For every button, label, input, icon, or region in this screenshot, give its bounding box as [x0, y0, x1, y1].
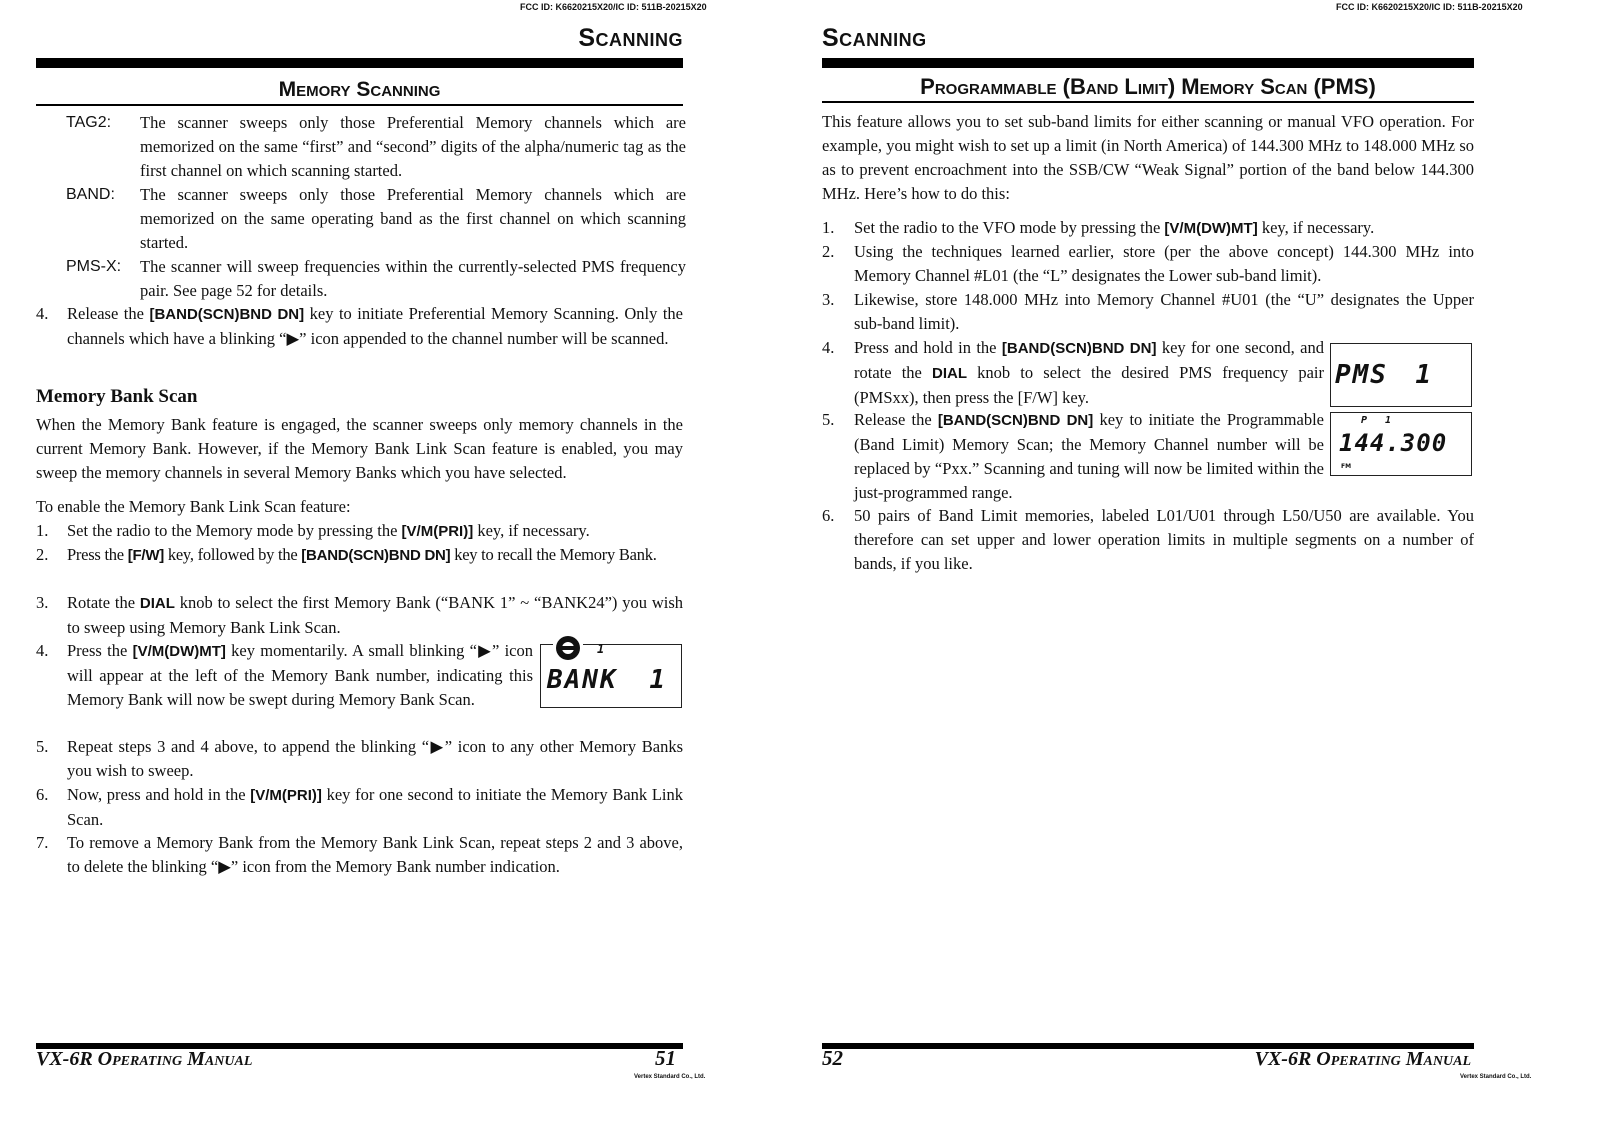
tag-item [66, 111, 686, 183]
list-item [36, 519, 683, 543]
list-item [36, 302, 683, 374]
step-text: 50 pairs of Band Limit memories, labeled L01/U01 through L50/U50 are available. You therefore can set upper and lower operation limits in multiple segments on a number of bands, if you like. [854, 506, 1474, 573]
subsection-title: Programmable (Band Limit) Memory Scan (PMS) [920, 74, 1376, 99]
step-number: 4. [36, 304, 49, 323]
footer-title: VX-6R Operating Manual [36, 1048, 253, 1070]
step-text: To remove a Memory Bank from the Memory Bank Link Scan, repeat steps 2 and 3 above, to delete the blinking “▶” icon from the Memory Bank number indication. [67, 833, 683, 876]
tag-description: The scanner will sweep frequencies within the currently-selected PMS frequency pair. See page 52 for details. [140, 257, 686, 300]
section-rule [36, 58, 683, 68]
list-item [822, 504, 1474, 576]
step-number: 3. [36, 593, 49, 612]
memory-bank-heading: Memory Bank Scan [36, 386, 198, 407]
footer-title: VX-6R Operating Manual [1254, 1048, 1471, 1070]
section-title: Scanning [822, 24, 927, 52]
tag-description: The scanner sweeps only those Preferential Memory channels which are memorized on the same operating band as the first channel on which scanning started. [140, 185, 686, 252]
fcc-id: FCC ID: K6620215X20/IC ID: 511B-20215X20 [520, 2, 707, 12]
list-item [36, 591, 683, 639]
subsection-title: Memory Scanning [278, 78, 441, 101]
step-text: Now, press and hold in the [V/M(PRI)] key for one second to initiate the Memory Bank Link Scan. [67, 785, 683, 829]
vendor-name: Vertex Standard Co., Ltd. [634, 1074, 706, 1080]
tag-item [66, 183, 686, 255]
lcd-display-pms [1330, 343, 1472, 407]
lcd-fm-indicator: FM [1341, 463, 1352, 470]
step-number: 3. [822, 290, 835, 309]
step-text: Repeat steps 3 and 4 above, to append the blinking “▶” icon to any other Memory Banks you wish to sweep. [67, 737, 683, 780]
lcd-pms-number: 1 [1415, 360, 1433, 390]
page-number: 52 [822, 1046, 843, 1070]
step-number: 2. [822, 242, 835, 261]
tag-item [66, 255, 686, 303]
step-text: Set the radio to the VFO mode by pressing the [V/M(DW)MT] key, if necessary. [854, 218, 1375, 237]
lcd-tiny-digit: 1 [597, 642, 605, 656]
step-text: Press and hold in the [BAND(SCN)BND DN] key for one second, and rotate the DIAL knob to select the desired PMS frequency pair (PMSxx), then press the [F/W] key. [854, 338, 1325, 407]
step-text: Press the [F/W] key, followed by the [BAND(SCN)BND DN] key to recall the Memory Bank. [67, 545, 657, 564]
subsection-rule [822, 101, 1474, 103]
step-text: Press the [V/M(DW)MT] key momentarily. A small blinking “▶” icon will appear at the left of the Memory Bank number, indicating this Memory Bank will now be swept during Memory Bank Scan. [67, 641, 533, 709]
step-number: 5. [822, 410, 835, 429]
tag-label: TAG2: [66, 114, 112, 131]
step-text: Using the techniques learned earlier, store (per the above concept) 144.300 MHz into Memory Channel #L01 (the “L” designates the Lower sub-band limit). [854, 242, 1474, 285]
step-number: 1. [36, 521, 49, 540]
right-page [800, 0, 1606, 1122]
page-number: 51 [655, 1046, 676, 1070]
list-item [822, 336, 1327, 408]
lcd-display-bank [540, 644, 682, 708]
step-number: 7. [36, 833, 49, 852]
step-number: 1. [822, 218, 835, 237]
pms-intro-paragraph: This feature allows you to set sub-band limits for either scanning or manual VFO operation. For example, you might wish to set up a limit (in North America) of 144.300 MHz to 148.000 MHz so as to prevent encroachment into the SSB/CW “Weak Signal” portion of the band below 144.300 MHz. Here’s how to do this: [822, 112, 1474, 203]
memory-bank-paragraph: When the Memory Bank feature is engaged, the scanner sweeps only memory channels in the current Memory Bank. However, if the Memory Bank Link Scan feature is enabled, you may sweep the memory channels in several Memory Banks which you have selected. [36, 415, 683, 482]
lcd-display-frequency [1330, 412, 1472, 476]
list-item [36, 543, 683, 591]
enable-intro: To enable the Memory Bank Link Scan feature: [36, 497, 351, 516]
section-title: Scanning [578, 24, 683, 52]
step-number: 6. [36, 785, 49, 804]
step-number: 5. [36, 737, 49, 756]
tag-label: PMS-X: [66, 258, 122, 275]
lcd-pms-text: PMS [1335, 360, 1388, 390]
list-item [36, 639, 536, 735]
bank-selected-icon [553, 633, 583, 663]
lcd-channel-tag: P 1 [1361, 415, 1398, 426]
lcd-bank-number: 1 [649, 665, 667, 695]
step-number: 2. [36, 545, 49, 564]
step-text: Release the [BAND(SCN)BND DN] key to initiate Preferential Memory Scanning. Only the channels which have a blinking “▶” icon appended to the channel number will be scanned. [67, 304, 684, 348]
section-rule [822, 58, 1474, 68]
step-number: 4. [822, 338, 835, 357]
vendor-name: Vertex Standard Co., Ltd. [1460, 1074, 1532, 1080]
step-number: 6. [822, 506, 835, 525]
list-item [822, 216, 1474, 240]
list-item [822, 288, 1474, 336]
lcd-bank-text: BANK [547, 665, 618, 695]
tag-label: BAND: [66, 186, 115, 203]
fcc-id: FCC ID: K6620215X20/IC ID: 511B-20215X20 [1336, 2, 1523, 12]
list-item [36, 735, 683, 783]
list-item [822, 408, 1327, 504]
list-item [822, 240, 1474, 288]
step-text: Release the [BAND(SCN)BND DN] key to initiate the Programmable (Band Limit) Memory Scan; the Memory Channel number will be replaced by “Pxx.” Scanning and tuning will now be limited within the just-programmed range. [854, 410, 1324, 502]
list-item [36, 783, 683, 831]
subsection-rule [36, 104, 683, 106]
step-text: Rotate the DIAL knob to select the first Memory Bank (“BANK 1” ~ “BANK24”) you wish to sweep using Memory Bank Link Scan. [67, 593, 684, 637]
tag-description: The scanner sweeps only those Preferential Memory channels which are memorized on the same “first” and “second” digits of the alpha/numeric tag as the first channel on which scanning started. [140, 113, 686, 180]
step-text: Set the radio to the Memory mode by pressing the [V/M(PRI)] key, if necessary. [67, 521, 590, 540]
step-text: Likewise, store 148.000 MHz into Memory Channel #U01 (the “U” designates the Upper sub-band limit). [854, 290, 1474, 333]
left-page [0, 0, 800, 1122]
list-item [36, 831, 683, 879]
lcd-frequency: 144.300 [1339, 429, 1448, 457]
step-number: 4. [36, 641, 49, 660]
